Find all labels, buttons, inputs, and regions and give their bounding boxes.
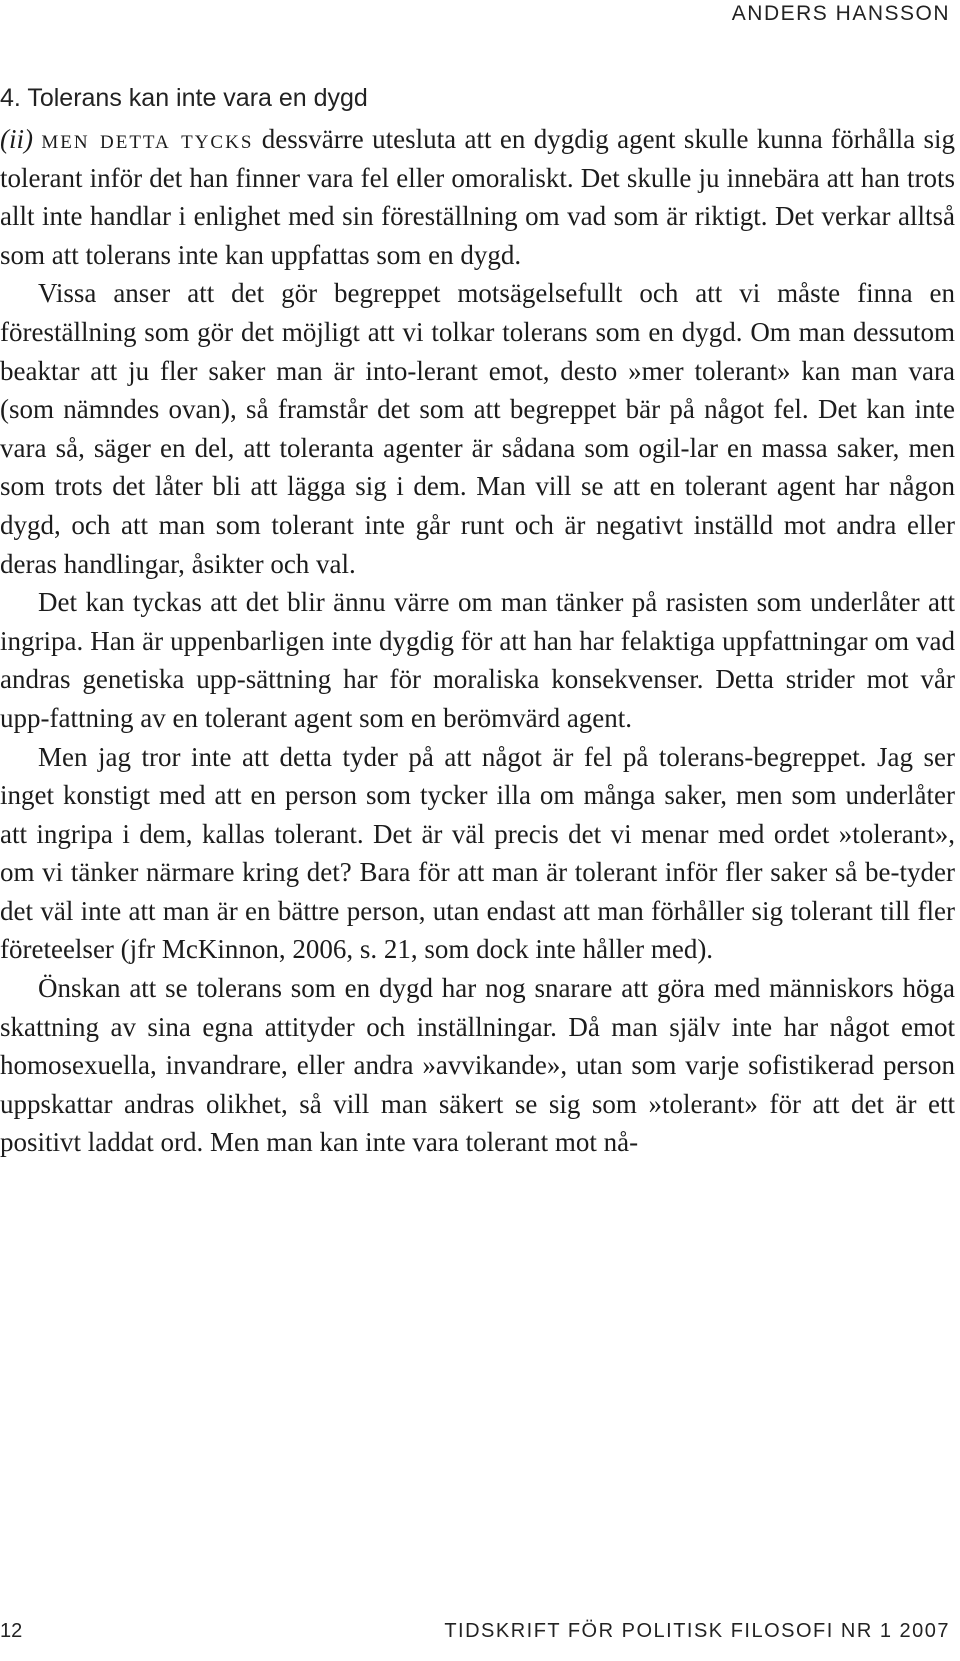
- paragraph-5: Önskan att se tolerans som en dygd har nog snarare att göra med människors höga skattning av sina egna attityder och inställningar. Då man själv inte har något emot homosexuella, invandrare, eller andra »avvikande», utan som varje sofistikerad person uppskattar andras olikhet, så vill man säkert se sig som »tolerant» för att det är ett positivt laddat ord. Men man kan inte vara tolerant mot nå-: [0, 973, 955, 1158]
- paragraph-4: Men jag tror inte att detta tyder på att något är fel på tolerans-begreppet. Jag ser inget konstigt med att en person som tycker illa om många saker, men som underlåter att ingripa i dem, kallas tolerant. Det är väl precis det vi menar med ordet »tolerant», om vi tänker närmare kring det? Bara för att man är tolerant inför fler saker så be-tyder det väl inte att man är en bättre person, utan endast att man förhåller sig tolerant till fler företeelser (jfr McKinnon, 2006, s. 21, som dock inte håller med).: [0, 741, 955, 965]
- paragraph-3: Det kan tyckas att det blir ännu värre om man tänker på rasisten som underlåter att ingripa. Han är uppenbarligen inte dygdig för att han har felaktiga uppfattningar om vad andras genetiska upp-sättning har för moraliska konsekvenser. Detta strider mot vår upp-fattning av en tolerant agent som en berömvärd agent.: [0, 587, 955, 733]
- running-header-author: ANDERS HANSSON: [731, 2, 950, 25]
- list-label: (ii): [0, 124, 33, 154]
- lead-in-smallcaps: men detta tycks: [41, 124, 254, 154]
- section-title: 4. Tolerans kan inte vara en dygd: [0, 84, 368, 112]
- page-number: 12: [0, 1620, 23, 1642]
- body-text: [0, 120, 955, 1162]
- journal-name: TIDSKRIFT FÖR POLITISK FILOSOFI NR 1 2007: [444, 1620, 950, 1642]
- paragraph-1-text: dessvärre utesluta att en dygdig agent skulle kunna förhålla sig tolerant inför det han finner vara fel eller omoraliskt. Det skulle ju innebära att han trots allt inte handlar i enlighet med sin föreställning om vad som är riktigt. Det verkar alltså som att tolerans inte kan uppfattas som en dygd.: [0, 124, 956, 270]
- paragraph-2: Vissa anser att det gör begreppet motsägelsefullt och att vi måste finna en föreställning som gör det möjligt att vi tolkar tolerans som en dygd. Om man dessutom beaktar att ju fler saker man är into-lerant emot, desto »mer tolerant» kan man vara (som nämndes ovan), så framstår det som att begreppet bär på något fel. Det kan inte vara så, säger en del, att toleranta agenter är sådana som ogil-lar en massa saker, men som trots det låter bli att lägga sig i dem. Man vill se att en tolerant agent har någon dygd, och att man som tolerant inte går runt och är negativt inställd mot andra eller deras handlingar, åsikter och val.: [0, 278, 955, 579]
- paragraph-1: [0, 120, 955, 274]
